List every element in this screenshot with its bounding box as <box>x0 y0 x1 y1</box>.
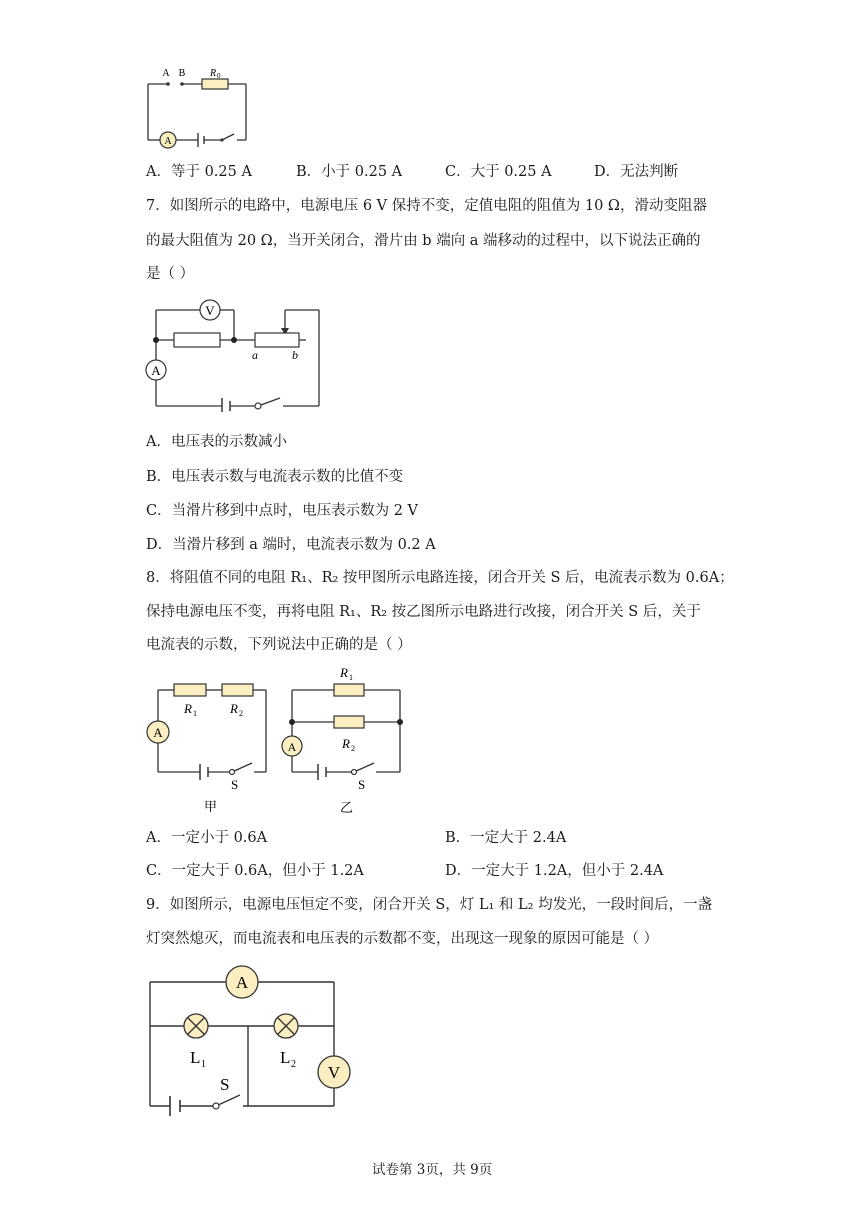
svg-text:0: 0 <box>217 72 221 80</box>
q7-stem-line-2: 的最大阻值为 20 Ω，当开关闭合，滑片由 b 端向 a 端移动的过程中，以下说法正确的 <box>146 233 701 249</box>
q7-circuit-figure <box>140 292 330 412</box>
svg-text:R: R <box>210 68 217 79</box>
svg-text:A: A <box>235 973 249 992</box>
svg-text:L: L <box>280 1048 291 1067</box>
q7-option-d[interactable]: D．当滑片移到 a 端时，电流表示数为 0.2 A <box>146 537 436 553</box>
svg-text:2: 2 <box>239 709 243 718</box>
svg-text:1: 1 <box>349 673 353 682</box>
svg-text:B: B <box>178 68 186 79</box>
q9-stem-line-1: 9．如图所示，电源电压恒定不变，闭合开关 S，灯 L₁ 和 L₂ 均发光，一段时间后，一盏 <box>146 897 713 913</box>
q8-option-d[interactable]: D．一定大于 1.2A，但小于 2.4A <box>445 863 664 879</box>
q6-option-b[interactable]: B．小于 0.25 A <box>296 164 403 180</box>
svg-text:R: R <box>230 701 238 716</box>
svg-text:S: S <box>358 777 366 792</box>
q8-option-a[interactable]: A．一定小于 0.6A <box>146 830 268 846</box>
q6-option-c[interactable]: C．大于 0.25 A <box>445 164 552 180</box>
svg-text:甲: 甲 <box>204 799 218 814</box>
svg-text:2: 2 <box>291 1059 296 1070</box>
svg-text:1: 1 <box>201 1059 206 1070</box>
svg-text:A: A <box>153 725 163 740</box>
q6-option-a[interactable]: A．等于 0.25 A <box>146 164 252 180</box>
svg-text:b: b <box>292 348 298 362</box>
svg-text:V: V <box>205 303 215 318</box>
q8-stem-line-1: 8．将阻值不同的电阻 R₁、R₂ 按甲图所示电路连接，闭合开关 S 后，电流表示数为 0.6A； <box>146 570 734 586</box>
q6-option-d[interactable]: D．无法判断 <box>594 164 679 180</box>
svg-text:a: a <box>252 348 258 362</box>
q8-circuit-yi <box>278 660 413 820</box>
q6-circuit-figure <box>140 62 260 157</box>
q7-option-c[interactable]: C．当滑片移到中点时，电压表示数为 2 V <box>146 503 419 519</box>
q7-stem-line-1: 7．如图所示的电路中，电源电压 6 V 保持不变，定值电阻的阻值为 10 Ω，滑动变阻器 <box>146 198 707 214</box>
svg-text:2: 2 <box>351 744 355 753</box>
svg-text:A: A <box>164 136 172 147</box>
svg-text:A: A <box>287 740 297 754</box>
svg-text:A: A <box>151 363 161 378</box>
svg-text:L: L <box>190 1048 201 1067</box>
q7-stem-line-3: 是（ ） <box>146 266 195 282</box>
svg-text:R: R <box>342 736 350 751</box>
svg-text:S: S <box>220 1075 230 1094</box>
q7-option-a[interactable]: A．电压表的示数减小 <box>146 434 287 450</box>
q9-stem-line-2: 灯突然熄灭，而电流表和电压表的示数都不变，出现这一现象的原因可能是（ ） <box>146 931 659 947</box>
svg-text:R: R <box>340 665 348 680</box>
q7-option-b[interactable]: B．电压表示数与电流表示数的比值不变 <box>146 469 404 485</box>
q8-stem-line-3: 电流表的示数，下列说法中正确的是（ ） <box>146 637 412 653</box>
q8-stem-line-2: 保持电源电压不变，再将电阻 R₁、R₂ 按乙图所示电路进行改接，闭合开关 S 后，关于 <box>146 604 701 620</box>
q8-option-b[interactable]: B．一定大于 2.4A <box>445 830 567 846</box>
svg-text:乙: 乙 <box>340 800 354 815</box>
q8-circuit-jia <box>140 676 275 816</box>
svg-text:V: V <box>327 1063 341 1082</box>
page-footer: 试卷第 3页，共 9页 <box>372 1162 493 1178</box>
svg-text:1: 1 <box>193 709 197 718</box>
q9-circuit-figure <box>140 960 360 1130</box>
svg-text:A: A <box>162 68 170 79</box>
q8-option-c[interactable]: C．一定大于 0.6A，但小于 1.2A <box>146 863 364 879</box>
svg-text:R: R <box>184 701 192 716</box>
svg-text:S: S <box>231 777 239 792</box>
